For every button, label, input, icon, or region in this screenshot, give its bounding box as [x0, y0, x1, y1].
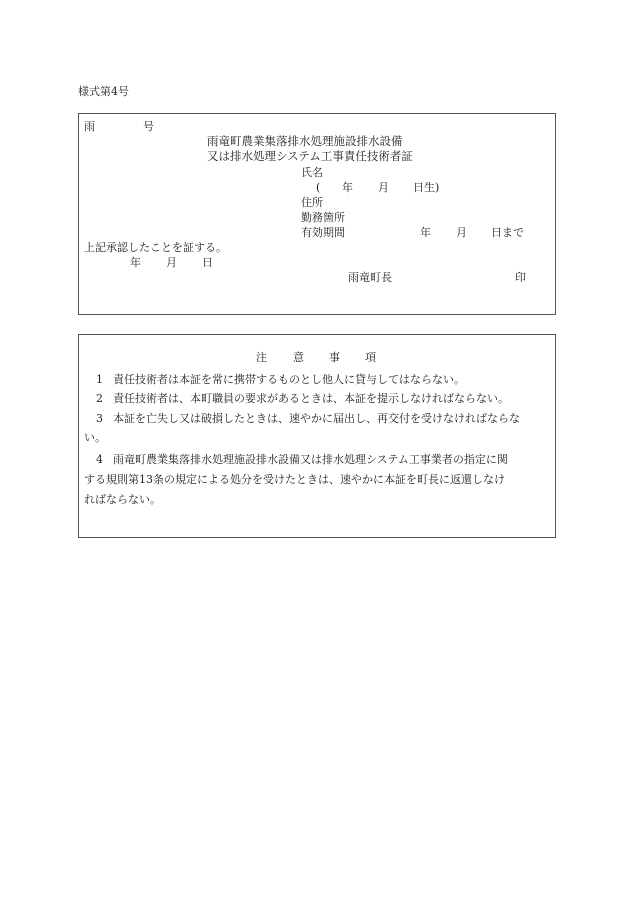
certificate-title-line-2: 又は排水処理システム工事責任技術者証 — [207, 149, 413, 163]
note-4-continuation-1: する規則第13条の規定による処分を受けたときは、速やかに本証を町長に返還しなけ — [84, 473, 505, 486]
notes-title-char-4: 項 — [365, 351, 376, 364]
issue-day-label: 日 — [202, 256, 213, 269]
validity-year-label: 年 — [420, 226, 431, 239]
certificate-number-prefix: 雨 — [84, 120, 95, 133]
workplace-label: 勤務箇所 — [301, 211, 345, 224]
notes-title-char-3: 事 — [329, 351, 340, 364]
validity-until-label: 日まで — [491, 226, 524, 239]
note-4-continuation-2: ればならない。 — [84, 493, 161, 506]
notes-title-char-2: 意 — [293, 351, 304, 364]
validity-month-label: 月 — [456, 226, 467, 239]
issue-month-label: 月 — [166, 256, 177, 269]
form-number-label: 様式第4号 — [78, 85, 129, 98]
note-3-text: 本証を亡失し又は破損したときは、速やかに届出し、再交付を受けなければならな — [113, 412, 520, 425]
issue-year-label: 年 — [130, 256, 141, 269]
notes-box — [78, 334, 556, 538]
note-3-number: 3 — [96, 412, 103, 425]
validity-label: 有効期間 — [301, 226, 345, 239]
certificate-title-line-1: 雨竜町農業集落排水処理施設排水設備 — [207, 134, 403, 148]
note-4-text: 雨竜町農業集落排水処理施設排水設備又は排水処理システム工事業者の指定に関 — [113, 453, 508, 466]
address-label: 住所 — [301, 196, 323, 209]
birth-open-paren: ( — [316, 181, 321, 194]
note-1-text: 責任技術者は本証を常に携帯するものとし他人に貸与してはならない。 — [113, 373, 465, 386]
note-3-continuation: い。 — [84, 431, 106, 444]
name-label: 氏名 — [301, 166, 323, 179]
birth-month-label: 月 — [378, 181, 389, 194]
seal-label: 印 — [515, 271, 526, 284]
certification-statement: 上記承認したことを証する。 — [84, 241, 227, 254]
certificate-number-suffix: 号 — [143, 120, 154, 133]
birth-year-label: 年 — [342, 181, 353, 194]
note-2-number: 2 — [96, 392, 103, 405]
notes-title-char-1: 注 — [256, 351, 267, 364]
mayor-label: 雨竜町長 — [348, 271, 392, 284]
note-1-number: 1 — [96, 373, 103, 386]
note-4-number: 4 — [96, 453, 103, 466]
birth-day-label: 日生) — [413, 181, 440, 194]
note-2-text: 責任技術者は、本町職員の要求があるときは、本証を提示しなければならない。 — [113, 392, 509, 405]
